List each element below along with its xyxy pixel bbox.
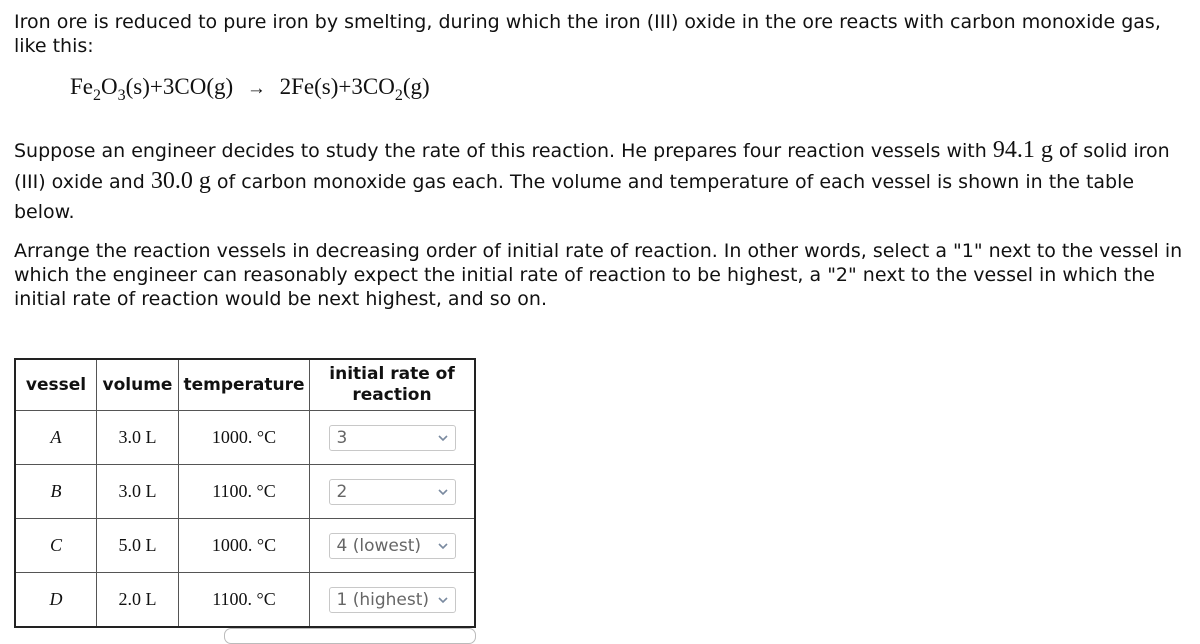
table-row [15, 573, 475, 628]
chevron-down-icon [437, 594, 449, 606]
setup-paragraph: Suppose an engineer decides to study the rate of this reaction. He prepares four reaction vessels with 94.1 g of solid iron (III) oxide and 30.0 g of carbon monoxide gas each. The volume and temperature of each vessel is shown in the table below. [14, 137, 1170, 223]
volume-cell: 3.0 L [97, 465, 179, 519]
vessel-cell: D [15, 573, 97, 628]
table-row [15, 465, 475, 519]
rate-dropdown-d[interactable]: 1 (highest) [329, 587, 456, 613]
volume-cell: 5.0 L [97, 519, 179, 573]
vessel-cell: B [15, 465, 97, 519]
chevron-down-icon [437, 432, 449, 444]
temperature-cell: 1000. °C [179, 519, 310, 573]
temperature-cell: 1100. °C [179, 573, 310, 628]
chevron-down-icon [437, 540, 449, 552]
oxide-mass-value: 94.1 [992, 137, 1035, 163]
volume-cell: 3.0 L [97, 411, 179, 465]
chemical-equation: $Fe_2O_3(s)+3CO(g) \to 2Fe(s)+3CO_2(g)$ [70, 74, 430, 104]
temperature-cell: 1100. °C [179, 465, 310, 519]
rate-dropdown-a[interactable]: 3 [329, 425, 456, 451]
vessel-cell: A [15, 411, 97, 465]
partial-button-edge[interactable] [224, 628, 476, 644]
header-vessel: vessel [15, 359, 97, 411]
chevron-down-icon [437, 486, 449, 498]
rate-dropdown-c[interactable]: 4 (lowest) [329, 533, 456, 559]
vessel-table [14, 358, 476, 628]
rate-dropdown-b[interactable]: 2 [329, 479, 456, 505]
header-initial-rate: initial rate of reaction [310, 359, 476, 411]
co-mass-value: 30.0 [150, 168, 193, 194]
volume-cell: 2.0 L [97, 573, 179, 628]
table-row [15, 519, 475, 573]
vessel-cell: C [15, 519, 97, 573]
intro-text: Iron ore is reduced to pure iron by smelting, during which the iron (III) oxide in the ore reacts with carbon monoxide gas, like this: [14, 11, 1161, 57]
instructions-paragraph: Arrange the reaction vessels in decreasing order of initial rate of reaction. In other words, select a "1" next to the vessel in which the engineer can reasonably expect the initial rate of reaction to be highest, a "2" next to the vessel in which the initial rate of reaction would be next highest, and so on. [14, 240, 1183, 310]
reaction-arrow: → [246, 78, 266, 99]
table-row [15, 411, 475, 465]
header-volume: volume [97, 359, 179, 411]
temperature-cell: 1000. °C [179, 411, 310, 465]
header-temperature: temperature [179, 359, 310, 411]
